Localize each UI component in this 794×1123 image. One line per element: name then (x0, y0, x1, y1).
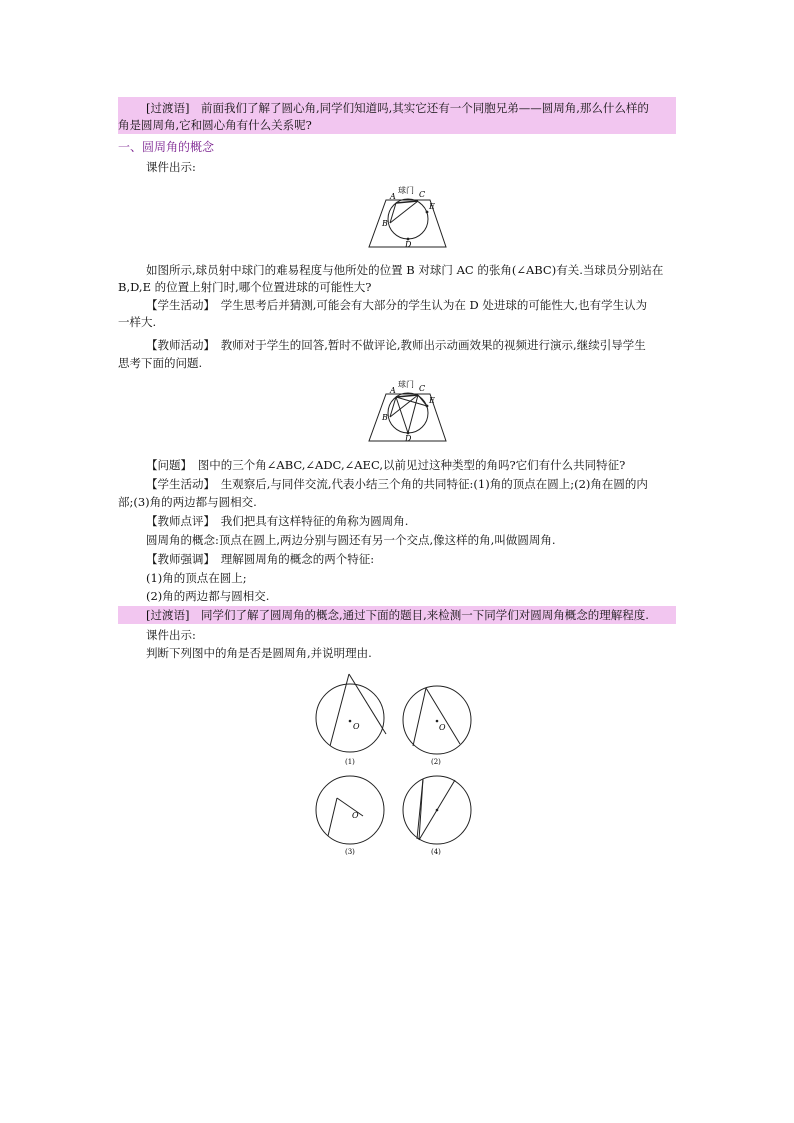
definition-text: 圆周角的概念:顶点在圆上,两边分别与圆还有另一个交点,像这样的角,叫做圆周角. (146, 533, 556, 547)
circle-figure-4 (403, 776, 471, 856)
point-label-a: A (390, 386, 396, 395)
transition-text-line2: 角是圆周角,它和圆心角有什么关系呢? (118, 118, 312, 132)
teacher-activity-line2: 思考下面的问题. (118, 356, 203, 370)
gate-label: 球门 (398, 186, 414, 195)
center-label: O (353, 722, 360, 731)
circle-figure-1 (316, 674, 386, 766)
teacher-comment: 【教师点评】 我们把具有这样特征的角称为圆周角. (146, 514, 409, 528)
student-activity-line2: 一样大. (118, 315, 157, 329)
caption-1: (1) (345, 758, 355, 766)
gate-label: 球门 (398, 380, 414, 389)
caption-4: (4) (431, 848, 441, 856)
circle-figure-3 (316, 776, 384, 856)
circle-figures (306, 668, 486, 864)
point-label-b: B (382, 413, 388, 422)
circle-figure-2 (403, 686, 471, 766)
caption-3: (3) (345, 848, 355, 856)
point-label-e: E (429, 202, 435, 211)
transition-text-line1: [过渡语] 前面我们了解了圆心角,同学们知道吗,其实它还有一个同胞兄弟——圆周角,那么什么样的 (146, 101, 649, 115)
center-label: O (439, 723, 446, 732)
task-text: 判断下列图中的角是否是圆周角,并说明理由. (146, 646, 372, 660)
point-label-a: A (390, 192, 396, 201)
point-label-c: C (419, 190, 426, 199)
section-heading: 一、圆周角的概念 (118, 140, 215, 154)
teacher-activity-line1: 【教师活动】 教师对于学生的回答,暂时不做评论,教师出示动画效果的视频进行演示,继续引导学生 (146, 338, 646, 352)
point-label-c: C (419, 384, 426, 393)
question-text: 【问题】 图中的三个角∠ABC,∠ADC,∠AEC,以前见过这种类型的角吗?它们有什么共同特征? (146, 458, 626, 472)
student-activity2-line1: 【学生活动】 生观察后,与同伴交流,代表小结三个角的共同特征:(1)角的顶点在圆上;(2)角在圆的内 (146, 477, 648, 491)
paragraph-line1: 如图所示,球员射中球门的难易程度与他所处的位置 B 对球门 AC 的张角(∠ABC)有关.当球员分别站在 (146, 263, 664, 277)
courseware-label: 课件出示: (146, 160, 196, 174)
center-label: O (352, 811, 359, 820)
courseware-label-2: 课件出示: (146, 628, 196, 642)
paragraph-line2: B,D,E 的位置上射门时,哪个位置进球的可能性大? (118, 280, 372, 294)
figure-goal-diagram-1 (366, 183, 448, 249)
point-label-b: B (382, 219, 388, 228)
point-label-e: E (429, 396, 435, 405)
caption-2: (2) (431, 758, 441, 766)
point-label-d: D (405, 240, 412, 249)
point-label-d: D (405, 434, 412, 443)
transition-text-2: [过渡语] 同学们了解了圆周角的概念,通过下面的题目,来检测一下同学们对圆周角概念的理解程度. (146, 608, 649, 622)
teacher-emphasis: 【教师强调】 理解圆周角的概念的两个特征: (146, 552, 375, 566)
student-activity-line1: 【学生活动】 学生思考后并猜测,可能会有大部分的学生认为在 D 处进球的可能性大,也有学生认为 (146, 298, 648, 312)
emphasis-item-1: (1)角的顶点在圆上; (146, 571, 247, 585)
emphasis-item-2: (2)角的两边都与圆相交. (146, 589, 270, 603)
figure-goal-diagram-2 (366, 377, 448, 443)
student-activity2-line2: 部;(3)角的两边都与圆相交. (118, 495, 257, 509)
